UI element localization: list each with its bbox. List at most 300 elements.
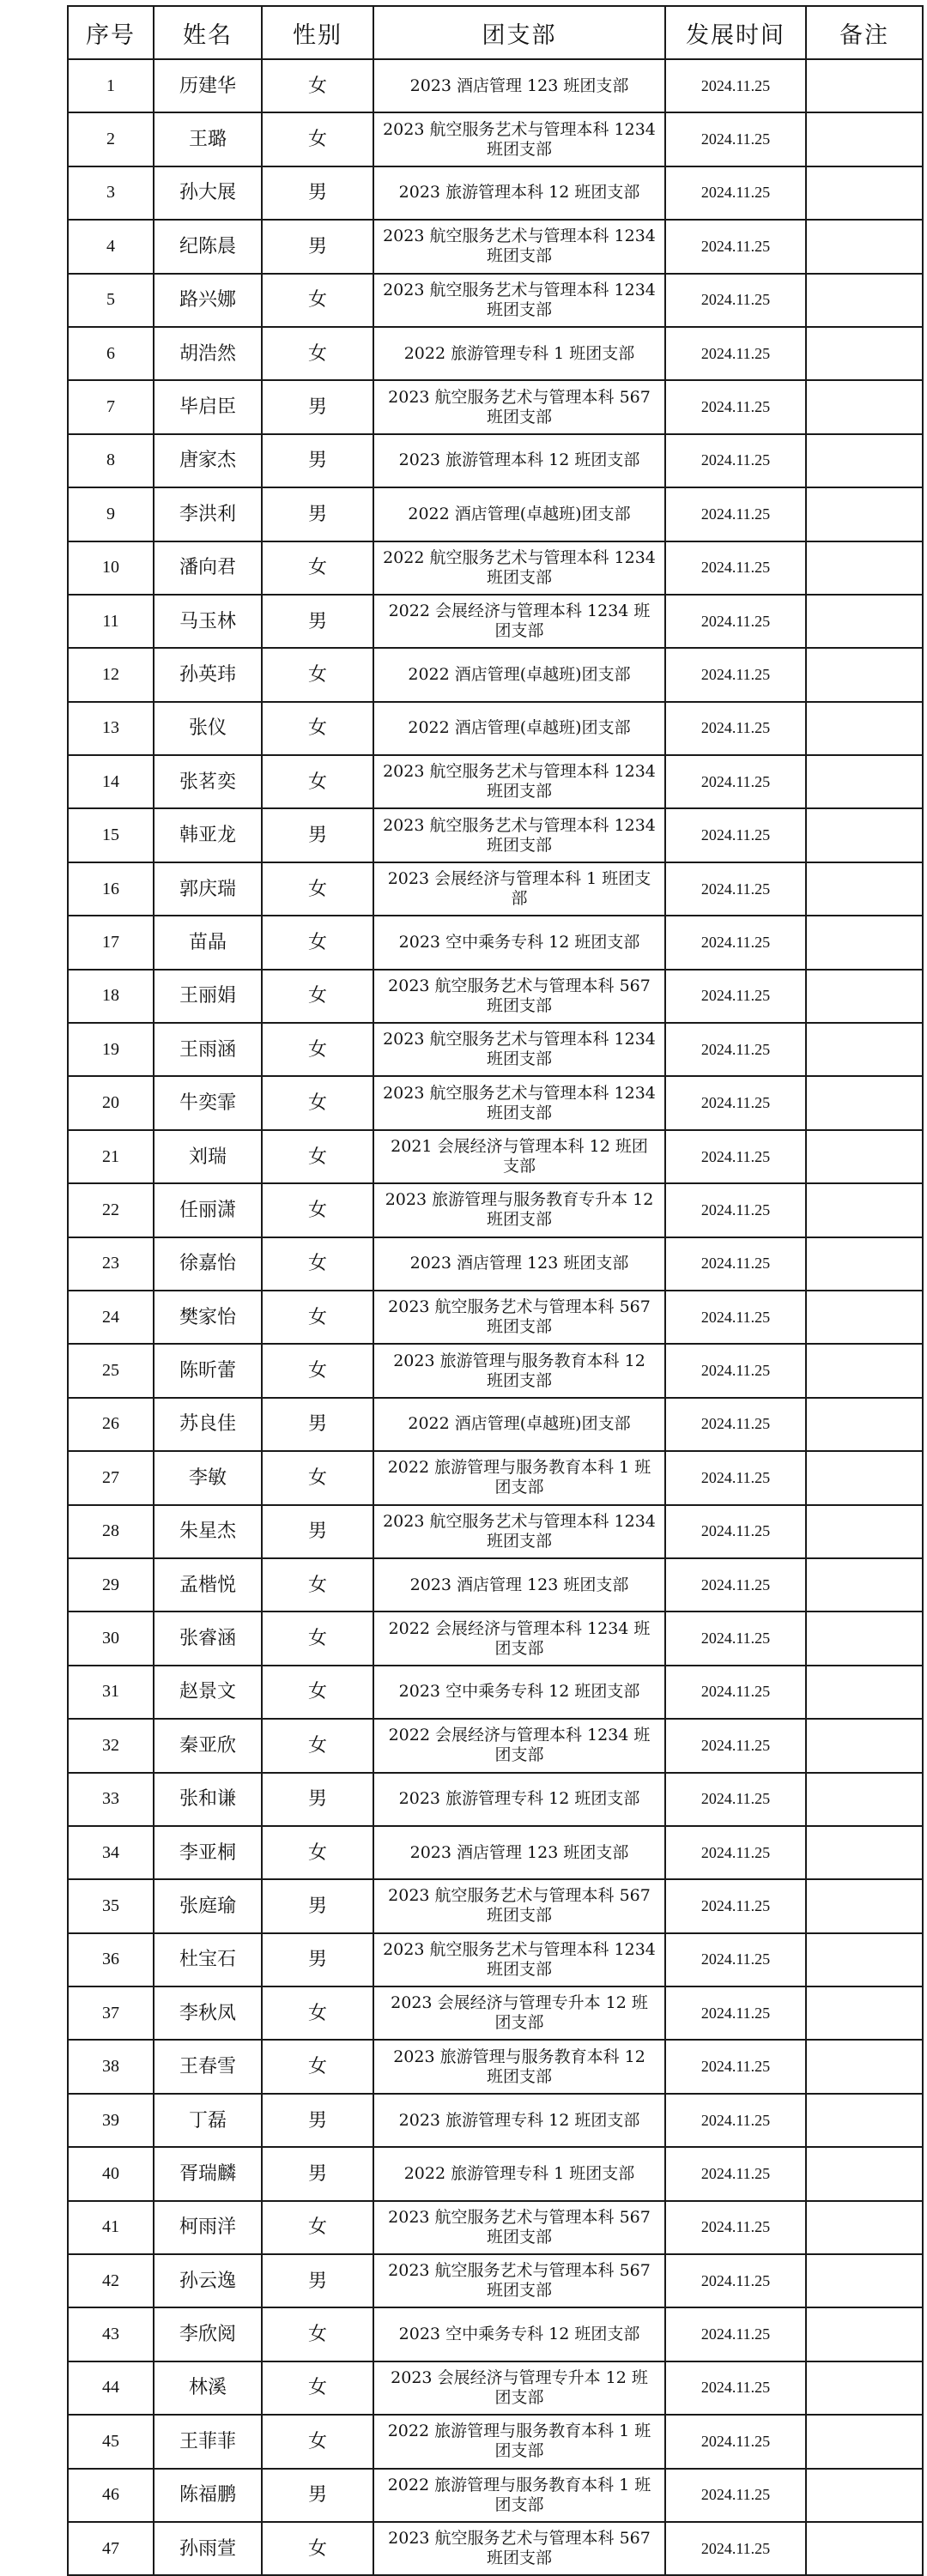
cell-note bbox=[806, 1291, 923, 1344]
cell-note bbox=[806, 755, 923, 808]
cell-name: 孙云逸 bbox=[154, 2254, 262, 2307]
cell-gender: 女 bbox=[262, 1183, 373, 1237]
cell-name: 胡浩然 bbox=[154, 327, 262, 380]
cell-name: 李秋凤 bbox=[154, 1986, 262, 2040]
cell-name: 樊家怡 bbox=[154, 1291, 262, 1344]
cell-branch: 2023 航空服务艺术与管理本科 567 班团支部 bbox=[373, 970, 665, 1023]
cell-number: 42 bbox=[68, 2254, 154, 2307]
cell-number: 23 bbox=[68, 1237, 154, 1291]
table-row bbox=[68, 1130, 923, 1183]
cell-gender: 女 bbox=[262, 1558, 373, 1612]
cell-gender: 男 bbox=[262, 2094, 373, 2147]
cell-note bbox=[806, 1451, 923, 1504]
cell-date: 2024.11.25 bbox=[665, 1291, 806, 1344]
table-row bbox=[68, 1398, 923, 1451]
cell-name: 朱星杰 bbox=[154, 1505, 262, 1558]
cell-number: 27 bbox=[68, 1451, 154, 1504]
cell-note bbox=[806, 541, 923, 595]
cell-gender: 女 bbox=[262, 1719, 373, 1772]
cell-gender: 女 bbox=[262, 916, 373, 969]
cell-branch: 2022 航空服务艺术与管理本科 1234 班团支部 bbox=[373, 541, 665, 595]
cell-number: 17 bbox=[68, 916, 154, 969]
cell-note bbox=[806, 2307, 923, 2361]
cell-name: 丁磊 bbox=[154, 2094, 262, 2147]
cell-gender: 女 bbox=[262, 1451, 373, 1504]
cell-note bbox=[806, 1398, 923, 1451]
cell-name: 柯雨洋 bbox=[154, 2201, 262, 2254]
cell-date: 2024.11.25 bbox=[665, 702, 806, 755]
cell-name: 苗晶 bbox=[154, 916, 262, 969]
cell-name: 路兴娜 bbox=[154, 274, 262, 327]
cell-number: 2 bbox=[68, 112, 154, 166]
cell-note bbox=[806, 1558, 923, 1612]
cell-date: 2024.11.25 bbox=[665, 2522, 806, 2575]
cell-gender: 女 bbox=[262, 2040, 373, 2093]
table-row bbox=[68, 862, 923, 916]
cell-note bbox=[806, 2040, 923, 2093]
table-row bbox=[68, 2469, 923, 2522]
cell-note bbox=[806, 274, 923, 327]
cell-note bbox=[806, 2094, 923, 2147]
cell-number: 35 bbox=[68, 1879, 154, 1932]
cell-branch: 2023 航空服务艺术与管理本科 1234 班团支部 bbox=[373, 755, 665, 808]
cell-gender: 女 bbox=[262, 970, 373, 1023]
cell-name: 王菲菲 bbox=[154, 2415, 262, 2468]
cell-branch: 2023 航空服务艺术与管理本科 1234 班团支部 bbox=[373, 220, 665, 273]
cell-date: 2024.11.25 bbox=[665, 112, 806, 166]
cell-name: 张茗奕 bbox=[154, 755, 262, 808]
cell-name: 陈福鹏 bbox=[154, 2469, 262, 2522]
cell-date: 2024.11.25 bbox=[665, 595, 806, 648]
cell-gender: 男 bbox=[262, 1505, 373, 1558]
cell-date: 2024.11.25 bbox=[665, 487, 806, 541]
table-row bbox=[68, 2094, 923, 2147]
cell-note bbox=[806, 1023, 923, 1076]
cell-date: 2024.11.25 bbox=[665, 1344, 806, 1397]
cell-name: 孙雨萱 bbox=[154, 2522, 262, 2575]
table-row bbox=[68, 755, 923, 808]
cell-branch: 2023 会展经济与管理专升本 12 班团支部 bbox=[373, 1986, 665, 2040]
table-row bbox=[68, 59, 923, 112]
cell-gender: 女 bbox=[262, 702, 373, 755]
cell-name: 张庭瑜 bbox=[154, 1879, 262, 1932]
cell-gender: 女 bbox=[262, 274, 373, 327]
cell-name: 张仪 bbox=[154, 702, 262, 755]
cell-date: 2024.11.25 bbox=[665, 1398, 806, 1451]
cell-branch: 2023 旅游管理与服务教育本科 12 班团支部 bbox=[373, 1344, 665, 1397]
cell-date: 2024.11.25 bbox=[665, 541, 806, 595]
cell-number: 32 bbox=[68, 1719, 154, 1772]
cell-note bbox=[806, 327, 923, 380]
cell-branch: 2023 会展经济与管理本科 1 班团支部 bbox=[373, 862, 665, 916]
cell-number: 21 bbox=[68, 1130, 154, 1183]
cell-note bbox=[806, 59, 923, 112]
cell-number: 19 bbox=[68, 1023, 154, 1076]
cell-gender: 男 bbox=[262, 166, 373, 220]
cell-branch: 2023 航空服务艺术与管理本科 1234 班团支部 bbox=[373, 1076, 665, 1129]
cell-note bbox=[806, 112, 923, 166]
cell-note bbox=[806, 1505, 923, 1558]
table-row bbox=[68, 1666, 923, 1719]
cell-gender: 女 bbox=[262, 2307, 373, 2361]
cell-branch: 2022 会展经济与管理本科 1234 班团支部 bbox=[373, 595, 665, 648]
cell-date: 2024.11.25 bbox=[665, 1183, 806, 1237]
cell-date: 2024.11.25 bbox=[665, 1237, 806, 1291]
cell-branch: 2023 会展经济与管理专升本 12 班团支部 bbox=[373, 2361, 665, 2415]
cell-name: 孙英玮 bbox=[154, 648, 262, 701]
cell-name: 孟楷悦 bbox=[154, 1558, 262, 1612]
cell-note bbox=[806, 1826, 923, 1879]
cell-name: 张和谦 bbox=[154, 1773, 262, 1826]
cell-gender: 女 bbox=[262, 59, 373, 112]
cell-note bbox=[806, 1076, 923, 1129]
cell-date: 2024.11.25 bbox=[665, 380, 806, 433]
cell-gender: 女 bbox=[262, 327, 373, 380]
cell-note bbox=[806, 2469, 923, 2522]
cell-gender: 女 bbox=[262, 648, 373, 701]
header-date: 发展时间 bbox=[665, 6, 806, 59]
table-row bbox=[68, 434, 923, 487]
table-row bbox=[68, 2522, 923, 2575]
cell-name: 李欣阅 bbox=[154, 2307, 262, 2361]
cell-note bbox=[806, 970, 923, 1023]
cell-number: 28 bbox=[68, 1505, 154, 1558]
table-row bbox=[68, 1719, 923, 1772]
cell-date: 2024.11.25 bbox=[665, 1130, 806, 1183]
table-row bbox=[68, 702, 923, 755]
cell-gender: 男 bbox=[262, 2254, 373, 2307]
table-row bbox=[68, 2415, 923, 2468]
cell-branch: 2023 航空服务艺术与管理本科 567 班团支部 bbox=[373, 1879, 665, 1932]
cell-number: 31 bbox=[68, 1666, 154, 1719]
cell-number: 24 bbox=[68, 1291, 154, 1344]
cell-branch: 2022 旅游管理专科 1 班团支部 bbox=[373, 327, 665, 380]
cell-note bbox=[806, 2147, 923, 2200]
table-row bbox=[68, 2254, 923, 2307]
cell-branch: 2022 会展经济与管理本科 1234 班团支部 bbox=[373, 1719, 665, 1772]
cell-name: 李洪利 bbox=[154, 487, 262, 541]
cell-name: 王雨涵 bbox=[154, 1023, 262, 1076]
cell-branch: 2023 旅游管理专科 12 班团支部 bbox=[373, 2094, 665, 2147]
cell-note bbox=[806, 916, 923, 969]
cell-number: 8 bbox=[68, 434, 154, 487]
cell-gender: 女 bbox=[262, 2361, 373, 2415]
cell-date: 2024.11.25 bbox=[665, 1558, 806, 1612]
cell-name: 王丽娟 bbox=[154, 970, 262, 1023]
cell-branch: 2022 旅游管理与服务教育本科 1 班团支部 bbox=[373, 2469, 665, 2522]
table-row bbox=[68, 1183, 923, 1237]
cell-branch: 2022 旅游管理与服务教育本科 1 班团支部 bbox=[373, 2415, 665, 2468]
cell-number: 5 bbox=[68, 274, 154, 327]
cell-gender: 女 bbox=[262, 1612, 373, 1665]
cell-name: 纪陈晨 bbox=[154, 220, 262, 273]
cell-gender: 女 bbox=[262, 862, 373, 916]
header-branch: 团支部 bbox=[373, 6, 665, 59]
cell-number: 15 bbox=[68, 808, 154, 862]
cell-date: 2024.11.25 bbox=[665, 1076, 806, 1129]
cell-date: 2024.11.25 bbox=[665, 220, 806, 273]
cell-gender: 女 bbox=[262, 1344, 373, 1397]
cell-branch: 2023 航空服务艺术与管理本科 567 班团支部 bbox=[373, 2201, 665, 2254]
cell-date: 2024.11.25 bbox=[665, 755, 806, 808]
cell-gender: 男 bbox=[262, 1398, 373, 1451]
table-row bbox=[68, 916, 923, 969]
cell-gender: 男 bbox=[262, 1879, 373, 1932]
cell-date: 2024.11.25 bbox=[665, 970, 806, 1023]
header-number: 序号 bbox=[68, 6, 154, 59]
table-row bbox=[68, 1986, 923, 2040]
cell-branch: 2023 航空服务艺术与管理本科 1234 班团支部 bbox=[373, 1505, 665, 1558]
cell-name: 李亚桐 bbox=[154, 1826, 262, 1879]
cell-gender: 女 bbox=[262, 1023, 373, 1076]
cell-gender: 男 bbox=[262, 380, 373, 433]
cell-note bbox=[806, 862, 923, 916]
member-table bbox=[67, 5, 924, 2576]
cell-note bbox=[806, 220, 923, 273]
cell-branch: 2023 航空服务艺术与管理本科 1234 班团支部 bbox=[373, 1023, 665, 1076]
table-row bbox=[68, 1505, 923, 1558]
cell-number: 44 bbox=[68, 2361, 154, 2415]
cell-name: 杜宝石 bbox=[154, 1933, 262, 1986]
cell-note bbox=[806, 808, 923, 862]
table-row bbox=[68, 1023, 923, 1076]
cell-number: 20 bbox=[68, 1076, 154, 1129]
cell-note bbox=[806, 1933, 923, 1986]
cell-number: 11 bbox=[68, 595, 154, 648]
table-row bbox=[68, 1773, 923, 1826]
cell-gender: 女 bbox=[262, 1826, 373, 1879]
cell-gender: 女 bbox=[262, 112, 373, 166]
cell-gender: 女 bbox=[262, 1291, 373, 1344]
cell-gender: 女 bbox=[262, 1986, 373, 2040]
cell-number: 10 bbox=[68, 541, 154, 595]
cell-gender: 男 bbox=[262, 1773, 373, 1826]
cell-note bbox=[806, 2415, 923, 2468]
cell-number: 40 bbox=[68, 2147, 154, 2200]
cell-branch: 2023 航空服务艺术与管理本科 1234 班团支部 bbox=[373, 274, 665, 327]
cell-branch: 2023 空中乘务专科 12 班团支部 bbox=[373, 2307, 665, 2361]
table-row bbox=[68, 1879, 923, 1932]
cell-gender: 女 bbox=[262, 1237, 373, 1291]
cell-date: 2024.11.25 bbox=[665, 648, 806, 701]
cell-date: 2024.11.25 bbox=[665, 1719, 806, 1772]
table-row bbox=[68, 2307, 923, 2361]
cell-date: 2024.11.25 bbox=[665, 1933, 806, 1986]
cell-date: 2024.11.25 bbox=[665, 2201, 806, 2254]
table-row bbox=[68, 595, 923, 648]
table-body bbox=[68, 59, 923, 2575]
table-row bbox=[68, 1237, 923, 1291]
cell-number: 13 bbox=[68, 702, 154, 755]
cell-name: 牛奕霏 bbox=[154, 1076, 262, 1129]
cell-note bbox=[806, 487, 923, 541]
cell-name: 潘向君 bbox=[154, 541, 262, 595]
cell-note bbox=[806, 1612, 923, 1665]
table-row bbox=[68, 808, 923, 862]
cell-gender: 女 bbox=[262, 2201, 373, 2254]
cell-number: 25 bbox=[68, 1344, 154, 1397]
cell-branch: 2023 空中乘务专科 12 班团支部 bbox=[373, 1666, 665, 1719]
cell-name: 韩亚龙 bbox=[154, 808, 262, 862]
cell-gender: 男 bbox=[262, 808, 373, 862]
table-row bbox=[68, 380, 923, 433]
cell-date: 2024.11.25 bbox=[665, 1879, 806, 1932]
cell-name: 任丽潇 bbox=[154, 1183, 262, 1237]
cell-date: 2024.11.25 bbox=[665, 2040, 806, 2093]
cell-gender: 女 bbox=[262, 2522, 373, 2575]
cell-name: 孙大展 bbox=[154, 166, 262, 220]
cell-note bbox=[806, 2522, 923, 2575]
cell-branch: 2023 航空服务艺术与管理本科 567 班团支部 bbox=[373, 380, 665, 433]
cell-branch: 2023 航空服务艺术与管理本科 567 班团支部 bbox=[373, 2522, 665, 2575]
table-row bbox=[68, 541, 923, 595]
cell-branch: 2023 旅游管理本科 12 班团支部 bbox=[373, 434, 665, 487]
cell-number: 36 bbox=[68, 1933, 154, 1986]
cell-number: 39 bbox=[68, 2094, 154, 2147]
cell-branch: 2023 航空服务艺术与管理本科 1234 班团支部 bbox=[373, 808, 665, 862]
header-note: 备注 bbox=[806, 6, 923, 59]
cell-name: 林溪 bbox=[154, 2361, 262, 2415]
cell-number: 14 bbox=[68, 755, 154, 808]
cell-number: 16 bbox=[68, 862, 154, 916]
cell-branch: 2023 酒店管理 123 班团支部 bbox=[373, 59, 665, 112]
header-row bbox=[68, 6, 923, 59]
cell-branch: 2023 航空服务艺术与管理本科 567 班团支部 bbox=[373, 2254, 665, 2307]
cell-gender: 男 bbox=[262, 434, 373, 487]
cell-note bbox=[806, 1130, 923, 1183]
cell-branch: 2022 酒店管理(卓越班)团支部 bbox=[373, 648, 665, 701]
table-row bbox=[68, 1558, 923, 1612]
cell-date: 2024.11.25 bbox=[665, 434, 806, 487]
cell-gender: 男 bbox=[262, 220, 373, 273]
cell-note bbox=[806, 1237, 923, 1291]
cell-number: 47 bbox=[68, 2522, 154, 2575]
cell-date: 2024.11.25 bbox=[665, 2307, 806, 2361]
cell-branch: 2023 旅游管理专科 12 班团支部 bbox=[373, 1773, 665, 1826]
cell-number: 34 bbox=[68, 1826, 154, 1879]
table-row bbox=[68, 112, 923, 166]
cell-name: 王春雪 bbox=[154, 2040, 262, 2093]
cell-name: 秦亚欣 bbox=[154, 1719, 262, 1772]
cell-branch: 2023 航空服务艺术与管理本科 1234 班团支部 bbox=[373, 112, 665, 166]
header-gender: 性别 bbox=[262, 6, 373, 59]
cell-name: 王璐 bbox=[154, 112, 262, 166]
cell-number: 1 bbox=[68, 59, 154, 112]
cell-date: 2024.11.25 bbox=[665, 862, 806, 916]
cell-date: 2024.11.25 bbox=[665, 1666, 806, 1719]
cell-note bbox=[806, 595, 923, 648]
cell-number: 26 bbox=[68, 1398, 154, 1451]
cell-number: 6 bbox=[68, 327, 154, 380]
cell-note bbox=[806, 2254, 923, 2307]
cell-gender: 女 bbox=[262, 2415, 373, 2468]
cell-name: 徐嘉怡 bbox=[154, 1237, 262, 1291]
cell-number: 30 bbox=[68, 1612, 154, 1665]
cell-date: 2024.11.25 bbox=[665, 2415, 806, 2468]
table-row bbox=[68, 1291, 923, 1344]
cell-name: 陈昕蕾 bbox=[154, 1344, 262, 1397]
table-row bbox=[68, 648, 923, 701]
cell-branch: 2023 酒店管理 123 班团支部 bbox=[373, 1558, 665, 1612]
cell-date: 2024.11.25 bbox=[665, 1612, 806, 1665]
cell-branch: 2022 会展经济与管理本科 1234 班团支部 bbox=[373, 1612, 665, 1665]
cell-branch: 2023 航空服务艺术与管理本科 1234 班团支部 bbox=[373, 1933, 665, 1986]
cell-number: 9 bbox=[68, 487, 154, 541]
cell-name: 张睿涵 bbox=[154, 1612, 262, 1665]
cell-gender: 男 bbox=[262, 1933, 373, 1986]
cell-date: 2024.11.25 bbox=[665, 2094, 806, 2147]
cell-note bbox=[806, 2201, 923, 2254]
cell-date: 2024.11.25 bbox=[665, 1986, 806, 2040]
cell-gender: 男 bbox=[262, 2147, 373, 2200]
table-header bbox=[68, 6, 923, 59]
cell-date: 2024.11.25 bbox=[665, 327, 806, 380]
table-row bbox=[68, 2147, 923, 2200]
cell-date: 2024.11.25 bbox=[665, 808, 806, 862]
cell-date: 2024.11.25 bbox=[665, 1505, 806, 1558]
cell-branch: 2022 旅游管理与服务教育本科 1 班团支部 bbox=[373, 1451, 665, 1504]
cell-date: 2024.11.25 bbox=[665, 166, 806, 220]
table-row bbox=[68, 327, 923, 380]
cell-name: 胥瑞麟 bbox=[154, 2147, 262, 2200]
cell-note bbox=[806, 1183, 923, 1237]
cell-gender: 女 bbox=[262, 541, 373, 595]
table-row bbox=[68, 220, 923, 273]
cell-branch: 2023 旅游管理与服务教育本科 12 班团支部 bbox=[373, 2040, 665, 2093]
cell-gender: 男 bbox=[262, 487, 373, 541]
table-row bbox=[68, 487, 923, 541]
cell-note bbox=[806, 380, 923, 433]
cell-number: 12 bbox=[68, 648, 154, 701]
cell-note bbox=[806, 1344, 923, 1397]
cell-date: 2024.11.25 bbox=[665, 274, 806, 327]
cell-date: 2024.11.25 bbox=[665, 916, 806, 969]
cell-date: 2024.11.25 bbox=[665, 2147, 806, 2200]
cell-date: 2024.11.25 bbox=[665, 1451, 806, 1504]
cell-name: 马玉林 bbox=[154, 595, 262, 648]
table-row bbox=[68, 2201, 923, 2254]
cell-number: 3 bbox=[68, 166, 154, 220]
cell-gender: 男 bbox=[262, 595, 373, 648]
cell-branch: 2023 酒店管理 123 班团支部 bbox=[373, 1826, 665, 1879]
cell-name: 毕启臣 bbox=[154, 380, 262, 433]
cell-number: 46 bbox=[68, 2469, 154, 2522]
cell-note bbox=[806, 1666, 923, 1719]
cell-branch: 2023 旅游管理本科 12 班团支部 bbox=[373, 166, 665, 220]
table-row bbox=[68, 166, 923, 220]
cell-number: 37 bbox=[68, 1986, 154, 2040]
cell-date: 2024.11.25 bbox=[665, 1023, 806, 1076]
header-name: 姓名 bbox=[154, 6, 262, 59]
cell-number: 29 bbox=[68, 1558, 154, 1612]
cell-branch: 2022 酒店管理(卓越班)团支部 bbox=[373, 1398, 665, 1451]
cell-note bbox=[806, 1773, 923, 1826]
cell-note bbox=[806, 1986, 923, 2040]
cell-date: 2024.11.25 bbox=[665, 1826, 806, 1879]
cell-branch: 2023 航空服务艺术与管理本科 567 班团支部 bbox=[373, 1291, 665, 1344]
cell-note bbox=[806, 1879, 923, 1932]
cell-date: 2024.11.25 bbox=[665, 1773, 806, 1826]
cell-number: 41 bbox=[68, 2201, 154, 2254]
cell-number: 7 bbox=[68, 380, 154, 433]
table-row bbox=[68, 1344, 923, 1397]
cell-branch: 2022 旅游管理专科 1 班团支部 bbox=[373, 2147, 665, 2200]
cell-date: 2024.11.25 bbox=[665, 2469, 806, 2522]
table-row bbox=[68, 1612, 923, 1665]
cell-name: 郭庆瑞 bbox=[154, 862, 262, 916]
table-row bbox=[68, 970, 923, 1023]
cell-number: 43 bbox=[68, 2307, 154, 2361]
